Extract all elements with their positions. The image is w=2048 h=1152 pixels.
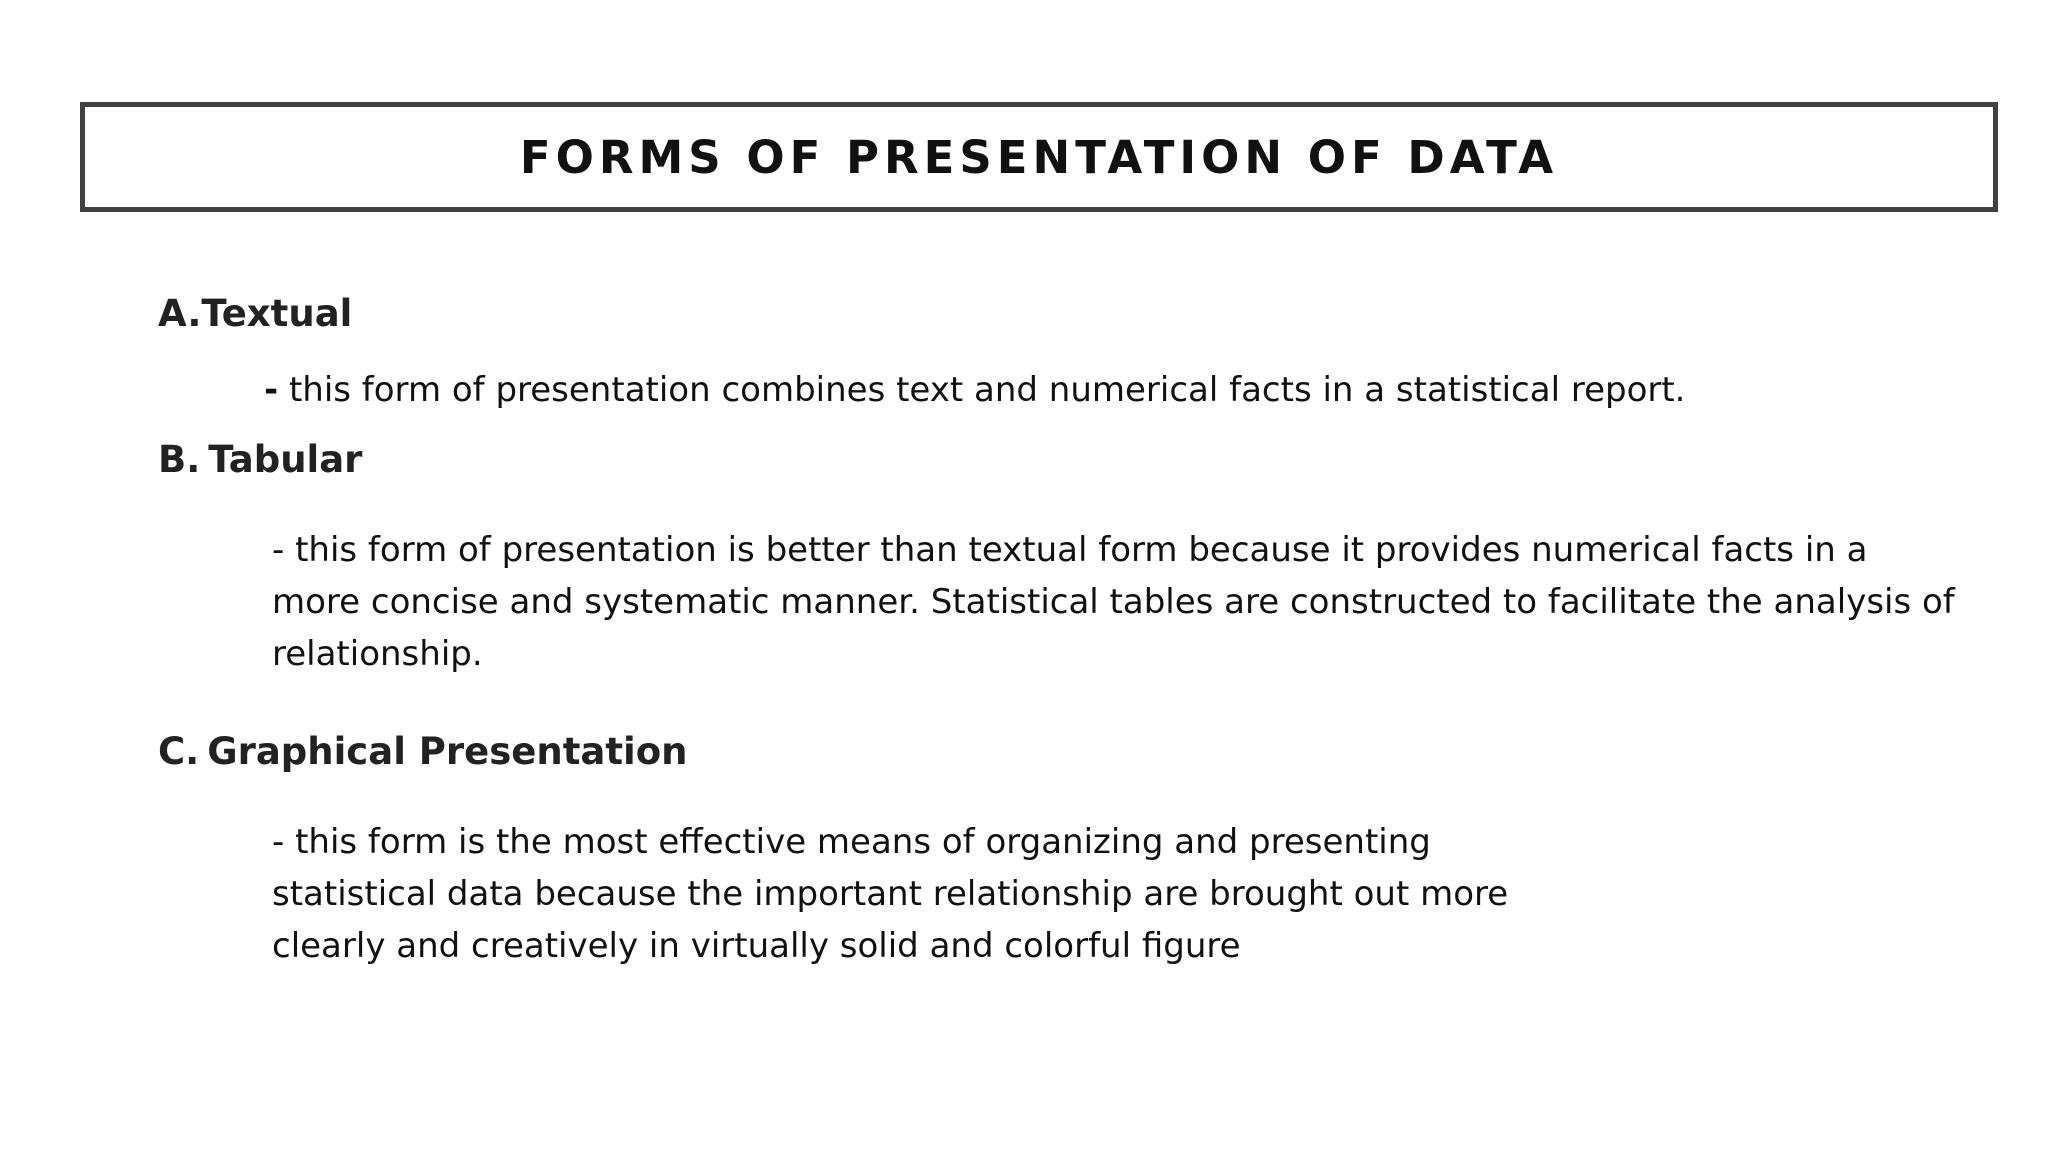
- section-heading-textual: [158, 292, 352, 335]
- body-line: - this form is the most effective means of organizing and presenting: [272, 822, 1431, 862]
- section-heading-label: Tabular: [208, 438, 363, 481]
- section-heading-label: Graphical Presentation: [207, 730, 688, 773]
- section-heading-graphical: [158, 730, 687, 773]
- section-body-tabular: [272, 524, 1955, 680]
- section-body-textual: [264, 364, 1686, 416]
- body-line: clearly and creatively in virtually solid and colorful figure: [272, 926, 1241, 966]
- section-marker: B.: [158, 438, 201, 481]
- body-line: relationship.: [272, 634, 483, 674]
- section-body-graphical: [272, 816, 1508, 972]
- section-marker: A.: [158, 292, 202, 335]
- slide-title: FORMS OF PRESENTATION OF DATA: [519, 130, 1559, 184]
- section-marker: C.: [158, 730, 200, 773]
- title-box: [80, 102, 1998, 212]
- section-heading-label: Textual: [201, 292, 353, 335]
- body-line: this form of presentation combines text and numerical facts in a statistical report.: [288, 370, 1686, 410]
- body-line: statistical data because the important relationship are brought out more: [272, 874, 1509, 914]
- body-line: - this form of presentation is better than textual form because it provides numerical facts in a: [272, 530, 1868, 570]
- bullet-dash: -: [264, 370, 279, 410]
- body-line: more concise and systematic manner. Statistical tables are constructed to facilitate the analysis of: [272, 582, 1955, 622]
- section-heading-tabular: [158, 438, 362, 481]
